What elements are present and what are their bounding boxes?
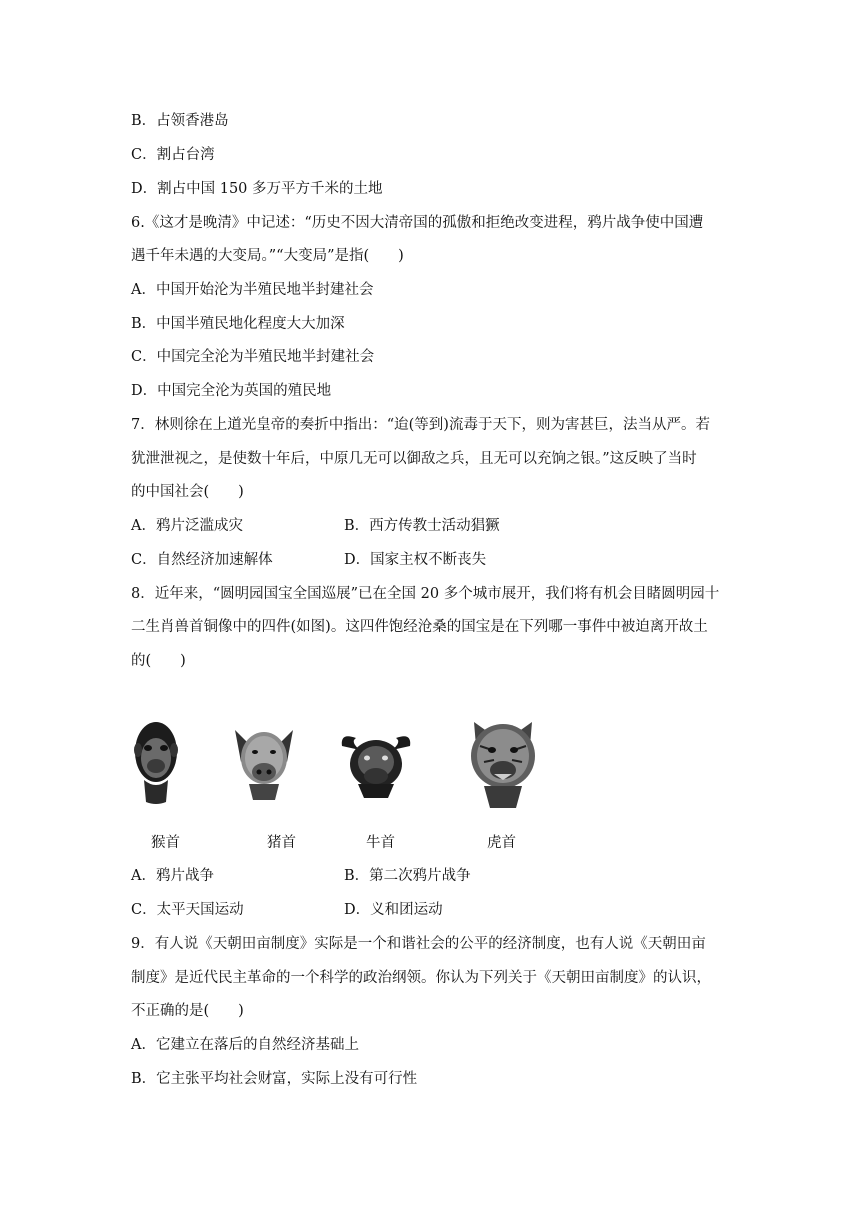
q8-option-c: C．太平天国运动 [131, 902, 244, 918]
q6-stem-line2: 遇千年未遇的大变局。”“大变局”是指( ) [131, 248, 404, 264]
q9-option-b: B．它主张平均社会财富，实际上没有可行性 [131, 1071, 418, 1087]
q7-stem-line1: 7．林则徐在上道光皇帝的奏折中指出：“迨(等到)流毒于天下，则为害甚巨，法当从严。若 [131, 417, 710, 433]
q7-stem-line2: 犹泄泄视之，是使数十年后，中原几无可以御敌之兵，且无可以充饷之银。”这反映了当时 [131, 451, 697, 467]
q9-stem-line3: 不正确的是( ) [131, 1003, 244, 1019]
q6-option-d: D．中国完全沦为英国的殖民地 [131, 383, 332, 399]
q7-option-b: B．西方传教士活动猖獗 [344, 518, 500, 534]
q6-option-c: C．中国完全沦为半殖民地半封建社会 [131, 349, 375, 365]
q8-option-b: B．第二次鸦片战争 [344, 868, 471, 884]
q7-option-a: A．鸦片泛滥成灾 [131, 518, 243, 534]
q7-option-c: C．自然经济加速解体 [131, 552, 273, 568]
q9-option-a: A．它建立在落后的自然经济基础上 [131, 1037, 359, 1053]
q9-stem-line2: 制度》是近代民主革命的一个科学的政治纲领。你认为下列关于《天朝田亩制度》的认识， [131, 970, 711, 986]
q6-option-a: A．中国开始沦为半殖民地半封建社会 [131, 282, 374, 298]
q6-stem-line1: 6.《这才是晚清》中记述：“历史不因大清帝国的孤傲和拒绝改变进程，鸦片战争使中国遭 [131, 215, 704, 231]
q7-option-d: D．国家主权不断丧失 [344, 552, 487, 568]
q5-option-b: B．占领香港岛 [131, 113, 229, 129]
ox-head-image [338, 728, 414, 798]
q5-option-d: D．割占中国 150 多万平方千米的土地 [131, 181, 383, 197]
q8-option-d: D．义和团运动 [344, 902, 443, 918]
q8-stem-line3: 的( ) [131, 653, 186, 669]
caption-monkey-head: 猴首 [151, 835, 180, 851]
q5-option-c: C．割占台湾 [131, 147, 215, 163]
caption-ox-head: 牛首 [366, 835, 395, 851]
q6-option-b: B．中国半殖民地化程度大大加深 [131, 316, 345, 332]
q8-stem-line1: 8．近年来，“圆明园国宝全国巡展”已在全国 20 多个城市展开，我们将有机会目睹圆明园十 [131, 586, 720, 602]
q7-stem-line3: 的中国社会( ) [131, 484, 244, 500]
q8-stem-line2: 二生肖兽首铜像中的四件(如图)。这四件饱经沧桑的国宝是在下列哪一事件中被迫离开故土 [131, 619, 708, 635]
caption-tiger-head: 虎首 [487, 835, 516, 851]
tiger-head-image [462, 716, 544, 808]
caption-pig-head: 猪首 [267, 835, 296, 851]
q8-option-a: A．鸦片战争 [131, 868, 214, 884]
q9-stem-line1: 9．有人说《天朝田亩制度》实际是一个和谐社会的公平的经济制度，也有人说《天朝田亩 [131, 936, 706, 952]
monkey-head-image [132, 716, 180, 806]
pig-head-image [231, 722, 297, 802]
